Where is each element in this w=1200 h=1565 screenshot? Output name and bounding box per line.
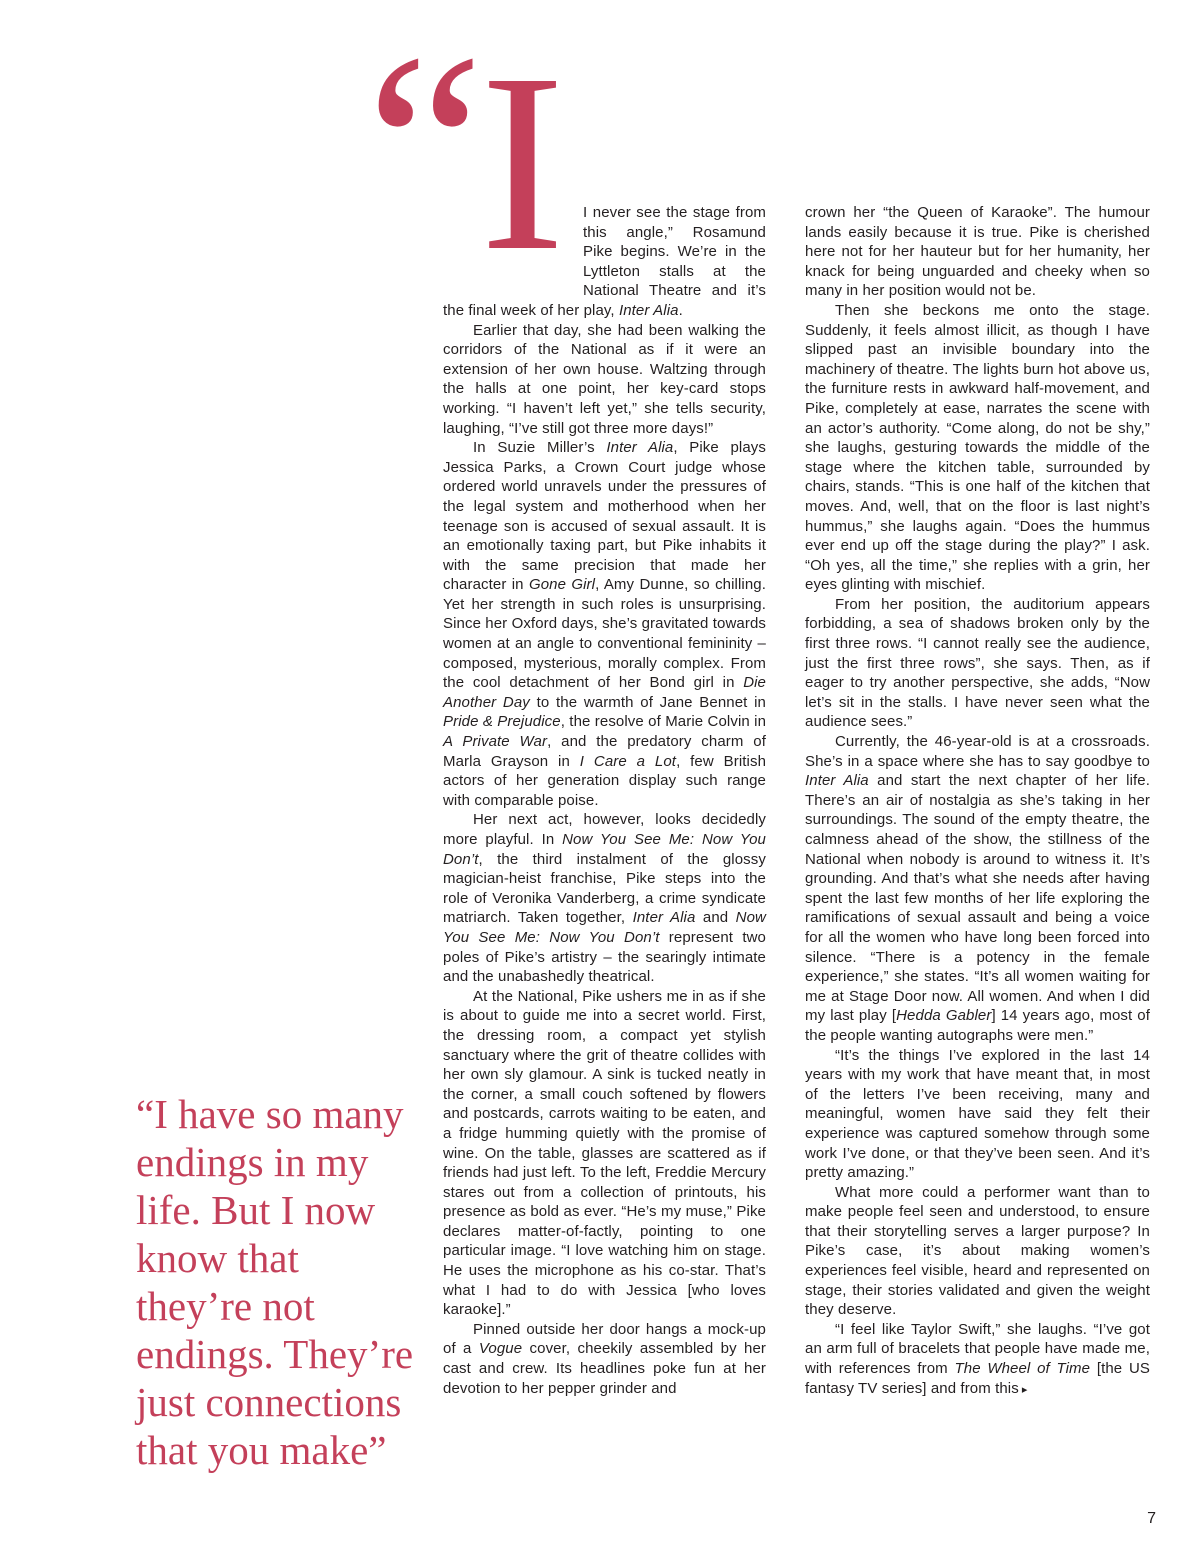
text-segment: Vogue [478,1340,523,1358]
text-segment: Earlier that day, she had been walking the corridors of the National as if it were an extension of her own house. Waltzing through the halls at one point, her key-card stops working. “I haven’t left yet,” she tells security, laughing, “I’ve still got three more days!” [443,321,766,437]
text-segment: , few British actors of her generation display such range with comparable poise. [443,752,767,809]
text-segment: Inter Alia [606,439,674,457]
text-segment: The Wheel of Time [954,1360,1091,1378]
text-segment: Gone Girl [528,576,596,594]
text-segment: , Amy Dunne, so chilling. Yet her strength in such roles is unsurprising. Since her Oxford days, she’s gravitated towards women at an angle to conventional femininity – composed, mysterious, morally complex. From the cool detachment of her Bond girl in [443,576,767,692]
text-segment: [the US fantasy TV series] and from this [805,1360,1150,1397]
paragraph [443,810,766,986]
text-segment: , and the predatory charm of Marla Grayson in [443,733,766,770]
text-segment: cover, cheekily assembled by her cast and crew. Its headlines poke fun at her devotion to her pepper grinder and [443,1340,766,1397]
article-column-1 [443,203,766,1398]
text-segment: I Care a Lot [579,752,677,770]
paragraph [805,595,1150,732]
continuation-arrow-icon: ▸ [1021,1383,1028,1396]
article-column-2 [805,203,1150,1400]
text-segment: Her next act, however, looks decidedly more playful. In [443,811,766,848]
text-segment: represent two poles of Pike’s artistry – the searingly intimate and the unabashedly theatrical. [443,928,766,986]
paragraph [805,1320,1150,1400]
text-segment: “I feel like Taylor Swift,” she laughs. “I’ve got an arm full of bracelets that people have made me, with references from [805,1320,1150,1378]
text-segment: At the National, Pike ushers me in as if she is about to guide me into a secret world. First, the dressing room, a compact yet stylish sanctuary where the grit of theatre collides with her own sly glamour. A sink is tucked neatly in the corner, a small couch softened by flowers and postcards, carrots waiting to be eaten, and a fridge humming quietly with the promise of wine. On the table, glasses are scattered as if friends had just left. To the left, Freddie Mercury stares out from a collection of printouts, his presence as bold as ever. “He’s my muse,” Pike declares matter-of-factly, pointing to one particular image. “I love watching him on stage. He uses the microphone as his co-star. That’s what I had to do with Jessica [who loves karaoke].” [443,987,766,1319]
text-segment: Die Another Day [443,674,766,711]
text-segment: . [678,301,683,319]
text-segment: Now You See Me: Now You Don’t [443,909,766,946]
text-segment: and [695,909,736,927]
text-segment: Pinned outside her door hangs a mock-up of a [443,1320,766,1358]
paragraph [805,301,1150,595]
text-segment: I never see the stage from this angle,” Rosamund Pike begins. We’re in the Lyttleton stalls at the National Theatre and it’s the final week of her play, [443,204,766,319]
paragraph [443,987,766,1320]
paragraph [805,203,1150,301]
paragraph [443,1320,766,1398]
text-segment: Inter Alia [618,301,679,319]
text-segment: , the third instalment of the glossy magician-heist franchise, Pike steps into the role of Veronika Vanderberg, a crime syndicate matriarch. Taken together, [443,850,766,927]
text-segment: Hedda Gabler [896,1007,992,1025]
paragraph [805,732,1150,1046]
text-segment: , the resolve of Marie Colvin in [560,713,767,731]
text-segment: “It’s the things I’ve explored in the last 14 years with my work that have meant that, in most of the letters I’ve been receiving, many and meaningful, women have said they felt their experience was captured somehow through some work I’ve done, or that they’ve been seen. And it’s pretty amazing.” [805,1046,1150,1182]
paragraph [443,321,766,439]
text-segment: Currently, the 46-year-old is at a crossroads. She’s in a space where she has to say goodbye to [805,733,1150,770]
text-segment: From her position, the auditorium appears forbidding, a sea of shadows broken only by the first three rows. “I cannot really see the audience, just the first three rows”, she says. Then, as if eager to try another perspective, she adds, “Now let’s sit in the stalls. I have never seen what the audience sees.” [805,595,1150,731]
paragraph [443,438,766,810]
text-segment: Pride & Prejudice [443,713,561,731]
drop-cap-spacer [443,203,583,285]
text-segment: A Private War [443,733,548,751]
paragraph [805,1183,1150,1320]
text-segment: In Suzie Miller’s [473,439,607,457]
text-segment: Inter Alia [632,909,696,927]
text-segment: crown her “the Queen of Karaoke”. The humour lands easily because it is true. Pike is cherished here not for her hauteur but for her humanity, her knack for being unguarded and cheeky when so many in her position would not be. [805,204,1150,300]
text-segment: Now You See Me: Now You Don’t [443,831,766,868]
text-segment: ] 14 years ago, most of the people wanting autographs were men.” [805,1007,1150,1044]
paragraph [805,1046,1150,1183]
pull-quote: “I have so many endings in my life. But I now know that they’re not endings. They’re just connections that you make” [136,1091,414,1473]
page-number: 7 [1147,1510,1156,1527]
text-segment: , Pike plays Jessica Parks, a Crown Court judge whose ordered world unravels under the pressures of the legal system and motherhood when her teenage son is accused of sexual assault. It is an emotionally taxing part, but Pike inhabits it with the same precision that made her character in [443,439,766,594]
text-segment: to the warmth of Jane Bennet in [529,693,766,711]
text-segment: Inter Alia [805,772,869,790]
text-segment: What more could a performer want than to make people feel seen and understood, to ensure that their storytelling serves a larger purpose? In Pike’s case, it’s about making women’s experiences feel visible, heard and represented on stage, their stories validated and given the weight they deserve. [805,1183,1150,1319]
drop-cap: I [480,22,565,304]
text-segment: Then she beckons me onto the stage. Suddenly, it feels almost illicit, as though I have slipped past an invisible boundary into the machinery of theatre. The lights burn hot above us, the furniture rests in awkward half-movement, and Pike, completely at ease, narrates the scene with an actor’s authority. “Come along, do not be shy,” she laughs, gesturing towards the middle of the stage where the kitchen table, surrounded by chairs, stands. “This is one half of the kitchen that moves. And, well, that on the floor is last night’s hummus,” she laughs again. “Does the hummus ever end up off the stage during the play?” I ask. “Oh yes, all the time,” she replies with a grin, her eyes glinting with mischief. [805,301,1150,594]
text-segment: and start the next chapter of her life. There’s an air of nostalgia as she’s taking in her surroundings. The sound of the empty theatre, the calmness ahead of the show, the stillness of the National when nobody is around to witness it. It’s grounding. And that’s what she needs after having spent the last few months of her life exploring the ramifications of sexual assault and being a voice for all the women who have long been forced into silence. “There is a potency in the female experience,” she states. “It’s all women waiting for me at Stage Door now. All women. And when I did my last play [ [805,772,1151,1025]
opening-quote-mark: “ [366,0,474,293]
